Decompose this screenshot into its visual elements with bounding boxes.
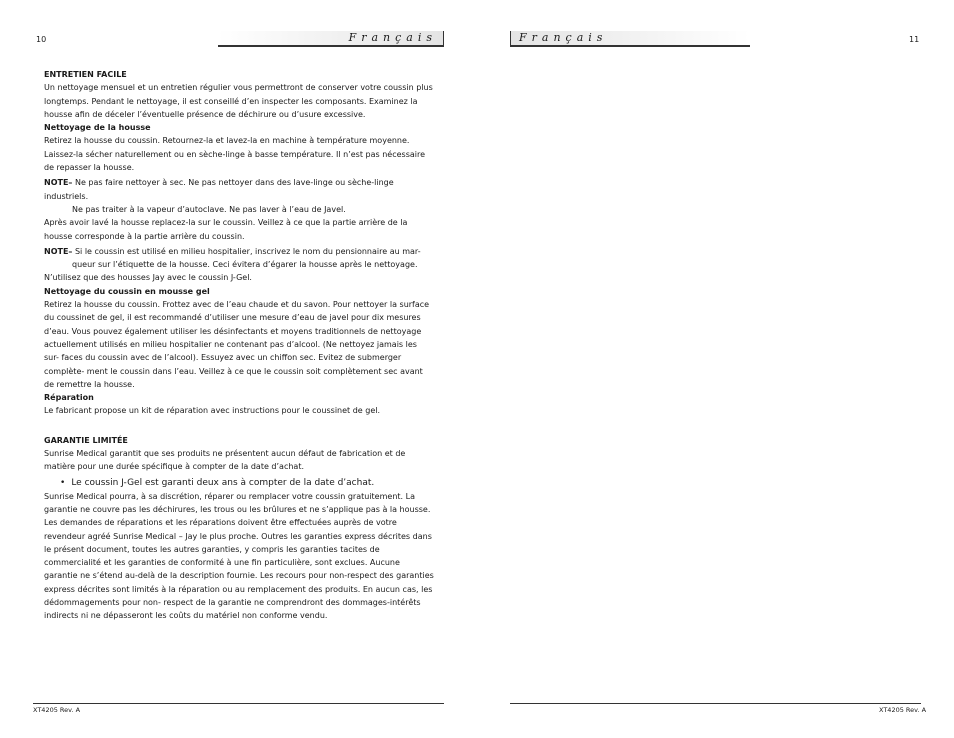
bullet-icon: •	[60, 477, 66, 488]
note-text: N’utilisez que des housses Jay avec le coussin J-Gel.	[44, 273, 252, 283]
note-label: NOTE–	[44, 246, 73, 256]
subheading-gel: Nettoyage du coussin en mousse gel	[44, 286, 210, 296]
note-text: Ne pas faire nettoyer à sec. Ne pas nettoyer dans des lave-linge ou sèche-linge industriels.	[44, 178, 394, 201]
bullet-text: Le coussin J-Gel est garanti deux ans à compter de la date d’achat.	[71, 477, 375, 488]
note-block	[44, 176, 434, 216]
garantie-body: Sunrise Medical pourra, à sa discrétion, réparer ou remplacer votre coussin gratuitement. La garantie ne couvre pas les déchirures, les trous ou les brûlures et ne s’applique pas à la housse. Les demandes de réparations et les réparations doivent être effectuées auprès de votre revendeur agréé Sunrise Medical – Jay le plus proche. Outres les garanties express décrites dans le présent document, toutes les autres garanties, y compris les garanties tacites de commercialité et les garanties de conformité à une fin particulière, sont exclues. Aucune garantie ne s’étend au-delà de la description fournie. Les recours pour non-respect des garanties express décrites sont limités à la réparation ou au remplacement des produits. En aucun cas, les dédommagements pour non- respect de la garantie ne comprendront des dommages-intérêts indirects ni ne dépasseront les coûts du matériel non conforme vendu.	[44, 491, 434, 621]
section-heading-garantie: GARANTIE LIMITÉE	[44, 435, 128, 445]
section-heading-entretien: ENTRETIEN FACILE	[44, 70, 127, 79]
note-label: NOTE–	[44, 178, 73, 188]
note-text: Ne pas traiter à la vapeur d’autoclave. Ne pas laver à l’eau de Javel.	[72, 204, 346, 214]
footer-doc-id: XT4205 Rev. A	[33, 706, 81, 714]
note-text: queur sur l’étiquette de la housse. Ceci évitera d’égarer la housse après le nettoyage.	[72, 260, 418, 270]
page-content	[44, 68, 434, 623]
entretien-intro: Un nettoyage mensuel et un entretien régulier vous permettront de conserver votre coussin plus longtemps. Pendant le nettoyage, il est conseillé d’en inspecter les composants. Examinez la housse afin de déceler l’éventuelle présence de déchirure ou d’usure excessive.	[44, 83, 433, 119]
right-page	[477, 0, 954, 738]
footer-rule	[33, 703, 444, 704]
housse-text: Retirez la housse du coussin. Retournez-la et lavez-la en machine à température moyenne. Laissez-la sécher naturellement ou en sèche-linge à basse température. Il n’est pas nécessaire de repasser la housse.	[44, 136, 426, 173]
gel-text: Retirez la housse du coussin. Frottez avec de l’eau chaude et du savon. Pour nettoyer la surface du coussinet de gel, il est recommandé d’utiliser une mesure d’eau de javel pour dix mesures d’eau. Vous pouvez également utiliser les désinfectants et moyens traditionnels de nettoyage actuellement utilisés en milieu hospitalier ne contenant pas d’alcool. (Ne nettoyez jamais les sur- faces du coussin avec de l’alcool). Essuyez avec un chiffon sec. Evitez de submerger complète- ment le coussin dans l’eau. Veillez à ce que le coussin soit complètement sec avant de remettre la housse.	[44, 300, 430, 389]
after-wash-text: Après avoir lavé la housse replacez-la sur le coussin. Veillez à ce que la partie arrière de la housse corresponde à la partie arrière du coussin.	[44, 218, 408, 241]
subheading-reparation: Réparation	[44, 393, 94, 403]
repair-text: Le fabricant propose un kit de réparation avec instructions pour le coussinet de gel.	[44, 406, 381, 416]
bullet-item	[44, 476, 434, 490]
garantie-intro: Sunrise Medical garantit que ses produits ne présentent aucun défaut de fabrication et de matière pour une durée spécifique à compter de la date d’achat.	[44, 449, 406, 472]
language-header: Français	[510, 31, 750, 47]
footer-rule	[510, 703, 921, 704]
subheading-housse: Nettoyage de la housse	[44, 123, 151, 133]
page-number: 11	[909, 35, 920, 44]
note-text: Si le coussin est utilisé en milieu hospitalier, inscrivez le nom du pensionnaire au mar-	[74, 246, 421, 256]
language-header: Français	[218, 31, 444, 47]
note-block	[44, 245, 434, 285]
footer-doc-id: XT4205 Rev. A	[879, 706, 927, 714]
page-number: 10	[36, 35, 47, 44]
